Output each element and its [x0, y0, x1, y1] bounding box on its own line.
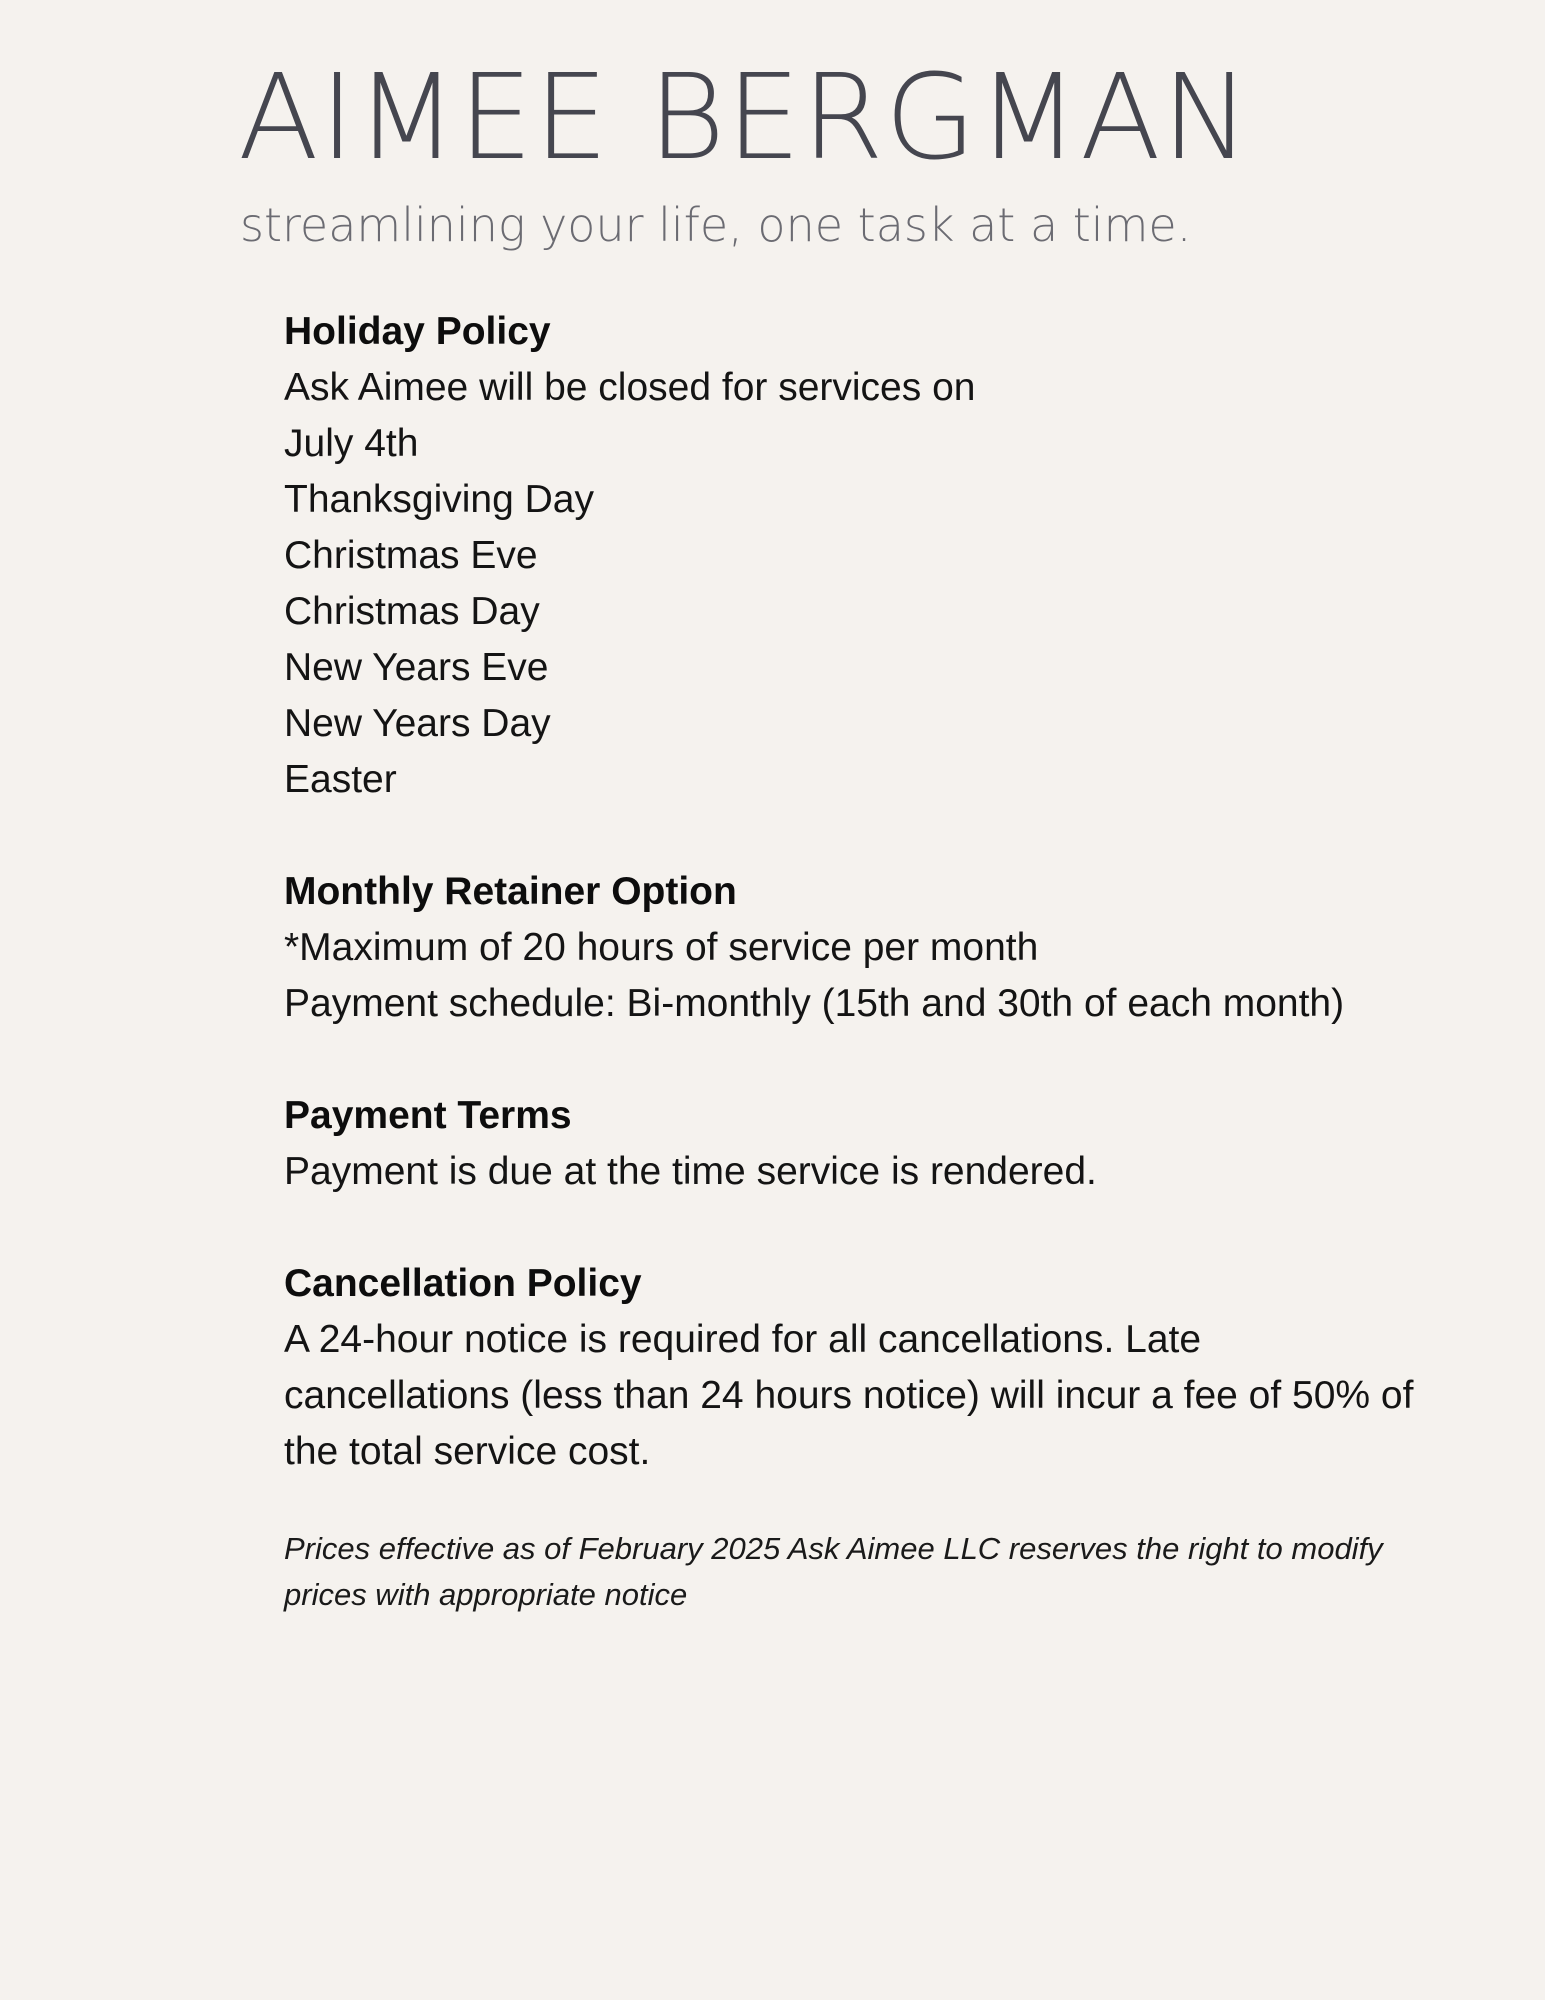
holiday-item: New Years Day: [284, 702, 551, 745]
brand-tagline: streamlining your life, one task at a time.: [240, 198, 1192, 252]
holiday-item: Christmas Day: [284, 590, 540, 633]
payment-terms-text: Payment is due at the time service is rendered.: [284, 1150, 1097, 1193]
retainer-max-hours: *Maximum of 20 hours of service per month: [284, 926, 1039, 969]
pricing-footnote: Prices effective as of February 2025 Ask Aimee LLC reserves the right to modify prices with appropriate notice: [284, 1531, 1383, 1612]
cancellation-heading: Cancellation Policy: [284, 1262, 642, 1305]
holiday-intro: Ask Aimee will be closed for services on: [284, 366, 976, 409]
policy-content: [284, 304, 1464, 1618]
retainer-heading: Monthly Retainer Option: [284, 870, 737, 913]
payment-terms-section: [284, 1088, 1464, 1200]
holiday-item: New Years Eve: [284, 646, 549, 689]
holiday-policy-heading: Holiday Policy: [284, 310, 551, 353]
retainer-section: [284, 864, 1464, 1032]
holiday-item: Christmas Eve: [284, 534, 538, 577]
holiday-item: Thanksgiving Day: [284, 478, 594, 521]
cancellation-section: [284, 1256, 1464, 1480]
brand-title: AIMEE BERGMAN: [238, 48, 1252, 186]
cancellation-text: A 24-hour notice is required for all cancellations. Late cancellations (less than 24 hours notice) will incur a fee of 50% of the total service cost.: [284, 1318, 1414, 1473]
holiday-item: Easter: [284, 758, 397, 801]
retainer-payment-schedule: Payment schedule: Bi-monthly (15th and 30th of each month): [284, 982, 1345, 1025]
payment-terms-heading: Payment Terms: [284, 1094, 572, 1137]
holiday-item: July 4th: [284, 422, 419, 465]
holiday-policy-section: [284, 304, 1464, 808]
